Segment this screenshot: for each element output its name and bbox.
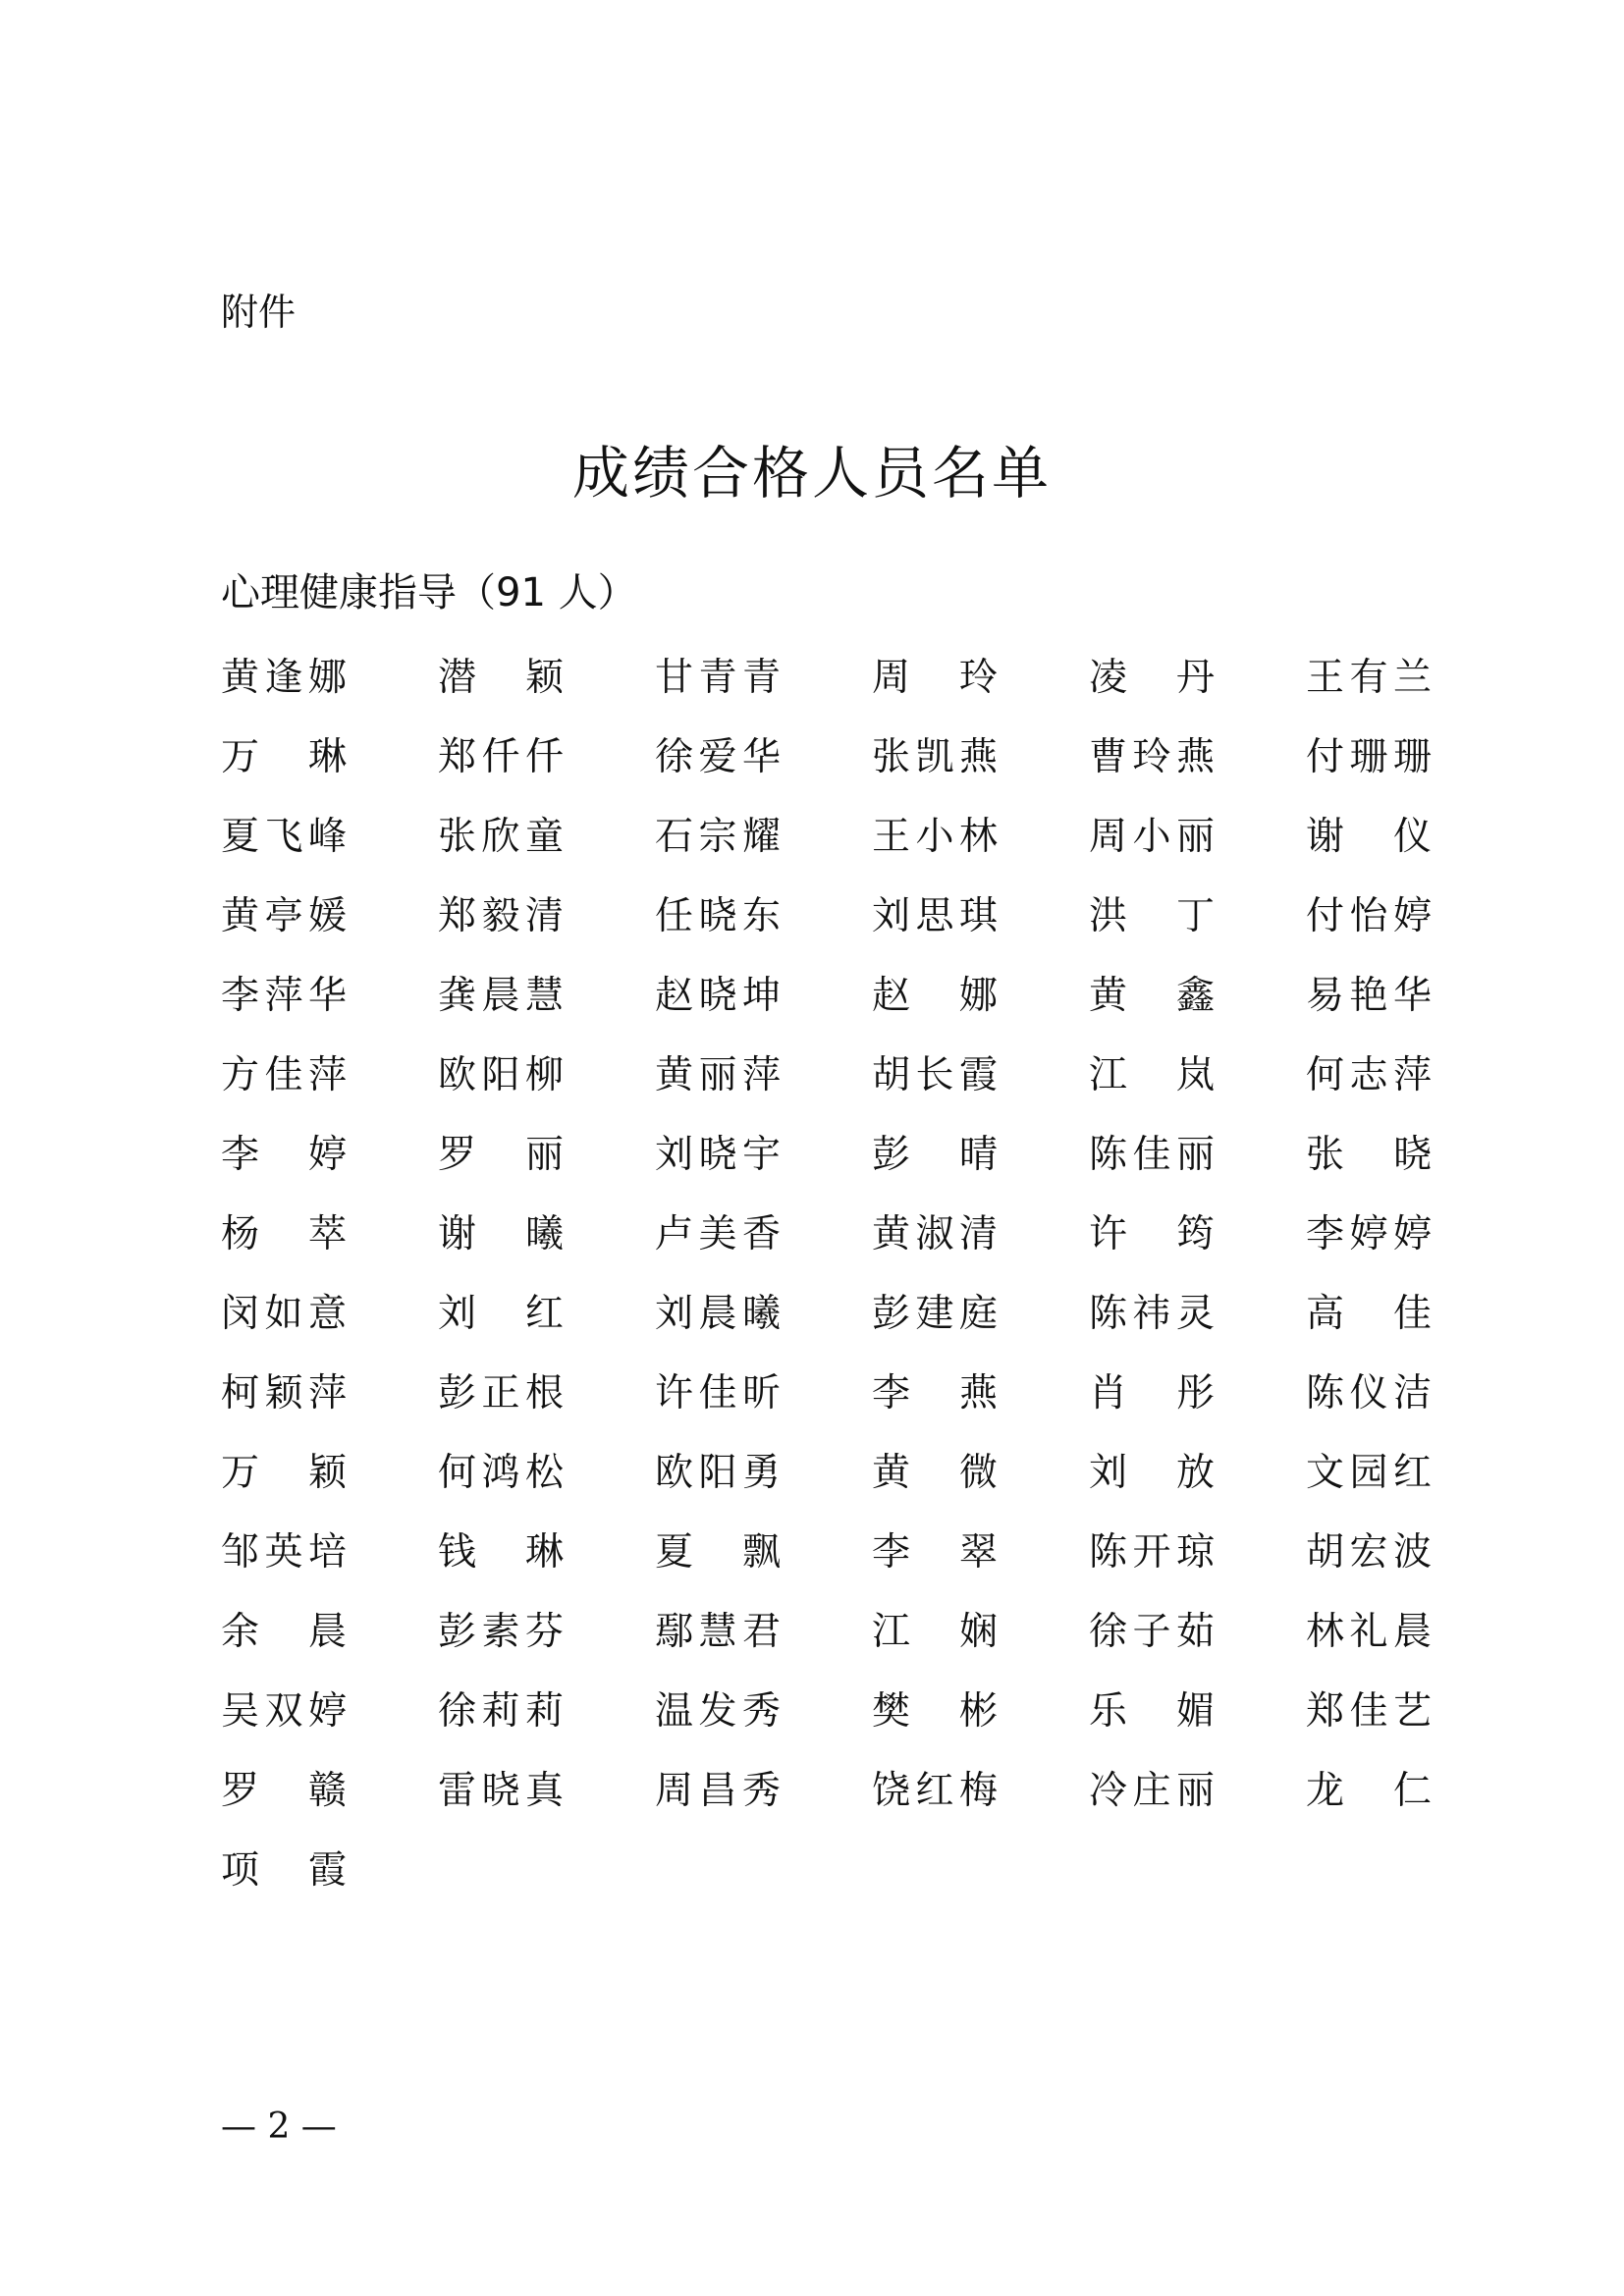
name-entry: 王 有 兰 bbox=[1306, 656, 1432, 700]
name-entry: 彭 建 庭 bbox=[872, 1292, 998, 1336]
name-entry: 陈 祎 灵 bbox=[1089, 1292, 1215, 1336]
name-entry: 凌 丹 bbox=[1089, 656, 1215, 700]
name-entry: 冷 庄 丽 bbox=[1089, 1769, 1215, 1813]
name-entry: 赵 娜 bbox=[872, 974, 998, 1018]
name-entry: 谢 仪 bbox=[1306, 815, 1432, 859]
name-entry: 夏 飞 峰 bbox=[221, 815, 347, 859]
name-entry: 甘 青 青 bbox=[655, 656, 781, 700]
name-entry: 杨 萃 bbox=[221, 1212, 347, 1256]
name-entry: 王 小 林 bbox=[872, 815, 998, 859]
name-entry: 罗 赣 bbox=[221, 1769, 347, 1813]
name-entry: 周 玲 bbox=[872, 656, 998, 700]
name-entry: 龚 晨 慧 bbox=[438, 974, 564, 1018]
name-entry: 龙 仁 bbox=[1306, 1769, 1432, 1813]
name-entry: 付 怡 婷 bbox=[1306, 894, 1432, 938]
name-entry: 欧 阳 勇 bbox=[655, 1451, 781, 1495]
name-entry: 夏 飘 bbox=[655, 1530, 781, 1575]
name-entry: 陈 仪 洁 bbox=[1306, 1371, 1432, 1415]
name-entry: 樊 彬 bbox=[872, 1689, 998, 1734]
name-entry: 江 岚 bbox=[1089, 1053, 1215, 1097]
name-entry: 李 翠 bbox=[872, 1530, 998, 1575]
name-entry: 李 婷 婷 bbox=[1306, 1212, 1432, 1256]
name-entry: 刘 思 琪 bbox=[872, 894, 998, 938]
name-entry: 张 凯 燕 bbox=[872, 735, 998, 779]
name-entry: 郑 佳 艺 bbox=[1306, 1689, 1432, 1734]
name-entry: 李 燕 bbox=[872, 1371, 998, 1415]
name-entry: 刘 晨 曦 bbox=[655, 1292, 781, 1336]
name-entry: 邹 英 培 bbox=[221, 1530, 347, 1575]
page-title: 成绩合格人员名单 bbox=[571, 440, 1052, 507]
name-entry: 黄 淑 清 bbox=[872, 1212, 998, 1256]
name-entry: 潜 颖 bbox=[438, 656, 564, 700]
name-entry: 彭 晴 bbox=[872, 1133, 998, 1177]
name-entry: 付 珊 珊 bbox=[1306, 735, 1432, 779]
name-entry: 江 娴 bbox=[872, 1610, 998, 1654]
name-entry: 吴 双 婷 bbox=[221, 1689, 347, 1734]
name-entry: 徐 子 茹 bbox=[1089, 1610, 1215, 1654]
name-entry: 雷 晓 真 bbox=[438, 1769, 564, 1813]
name-entry: 许 筠 bbox=[1089, 1212, 1215, 1256]
name-entry: 彭 素 芬 bbox=[438, 1610, 564, 1654]
name-entry: 刘 放 bbox=[1089, 1451, 1215, 1495]
name-entry: 黄 丽 萍 bbox=[655, 1053, 781, 1097]
name-entry: 郑 毅 清 bbox=[438, 894, 564, 938]
name-entry: 黄 微 bbox=[872, 1451, 998, 1495]
name-entry: 黄 鑫 bbox=[1089, 974, 1215, 1018]
name-entry: 周 小 丽 bbox=[1089, 815, 1215, 859]
name-entry: 黄 亭 媛 bbox=[221, 894, 347, 938]
name-entry: 李 萍 华 bbox=[221, 974, 347, 1018]
name-entry: 万 琳 bbox=[221, 735, 347, 779]
section-heading: 心理健康指导（91 人） bbox=[221, 570, 637, 615]
name-entry: 项 霞 bbox=[221, 1848, 347, 1893]
name-entry: 饶 红 梅 bbox=[872, 1769, 998, 1813]
name-entry: 鄢 慧 君 bbox=[655, 1610, 781, 1654]
name-entry: 方 佳 萍 bbox=[221, 1053, 347, 1097]
name-entry: 郑 仟 仟 bbox=[438, 735, 564, 779]
name-entry: 彭 正 根 bbox=[438, 1371, 564, 1415]
name-entry: 李 婷 bbox=[221, 1133, 347, 1177]
name-entry: 刘 红 bbox=[438, 1292, 564, 1336]
name-entry: 胡 宏 波 bbox=[1306, 1530, 1432, 1575]
name-entry: 闵 如 意 bbox=[221, 1292, 347, 1336]
name-entry: 钱 琳 bbox=[438, 1530, 564, 1575]
name-entry: 肖 彤 bbox=[1089, 1371, 1215, 1415]
name-entry: 柯 颖 萍 bbox=[221, 1371, 347, 1415]
attachment-label: 附件 bbox=[221, 291, 297, 334]
name-entry: 谢 曦 bbox=[438, 1212, 564, 1256]
name-entry: 黄 逢 娜 bbox=[221, 656, 347, 700]
name-entry: 文 园 红 bbox=[1306, 1451, 1432, 1495]
name-entry: 温 发 秀 bbox=[655, 1689, 781, 1734]
page-number: — 2 — bbox=[221, 2107, 337, 2147]
name-entry: 万 颖 bbox=[221, 1451, 347, 1495]
name-entry: 石 宗 耀 bbox=[655, 815, 781, 859]
name-entry: 何 鸿 松 bbox=[438, 1451, 564, 1495]
name-entry: 刘 晓 宇 bbox=[655, 1133, 781, 1177]
name-entry: 张 晓 bbox=[1306, 1133, 1432, 1177]
name-entry: 陈 佳 丽 bbox=[1089, 1133, 1215, 1177]
name-entry: 徐 爱 华 bbox=[655, 735, 781, 779]
name-entry: 周 昌 秀 bbox=[655, 1769, 781, 1813]
name-entry: 许 佳 昕 bbox=[655, 1371, 781, 1415]
name-entry: 曹 玲 燕 bbox=[1089, 735, 1215, 779]
name-entry: 易 艳 华 bbox=[1306, 974, 1432, 1018]
name-entry: 余 晨 bbox=[221, 1610, 347, 1654]
name-entry: 陈 开 琼 bbox=[1089, 1530, 1215, 1575]
name-entry: 何 志 萍 bbox=[1306, 1053, 1432, 1097]
name-entry: 罗 丽 bbox=[438, 1133, 564, 1177]
name-entry: 欧 阳 柳 bbox=[438, 1053, 564, 1097]
name-entry: 林 礼 晨 bbox=[1306, 1610, 1432, 1654]
name-entry: 洪 丁 bbox=[1089, 894, 1215, 938]
name-entry: 徐 莉 莉 bbox=[438, 1689, 564, 1734]
name-entry: 胡 长 霞 bbox=[872, 1053, 998, 1097]
name-entry: 任 晓 东 bbox=[655, 894, 781, 938]
name-entry: 张 欣 童 bbox=[438, 815, 564, 859]
name-entry: 赵 晓 坤 bbox=[655, 974, 781, 1018]
name-entry: 卢 美 香 bbox=[655, 1212, 781, 1256]
name-entry: 乐 媚 bbox=[1089, 1689, 1215, 1734]
name-list bbox=[221, 638, 1438, 1910]
name-entry: 高 佳 bbox=[1306, 1292, 1432, 1336]
